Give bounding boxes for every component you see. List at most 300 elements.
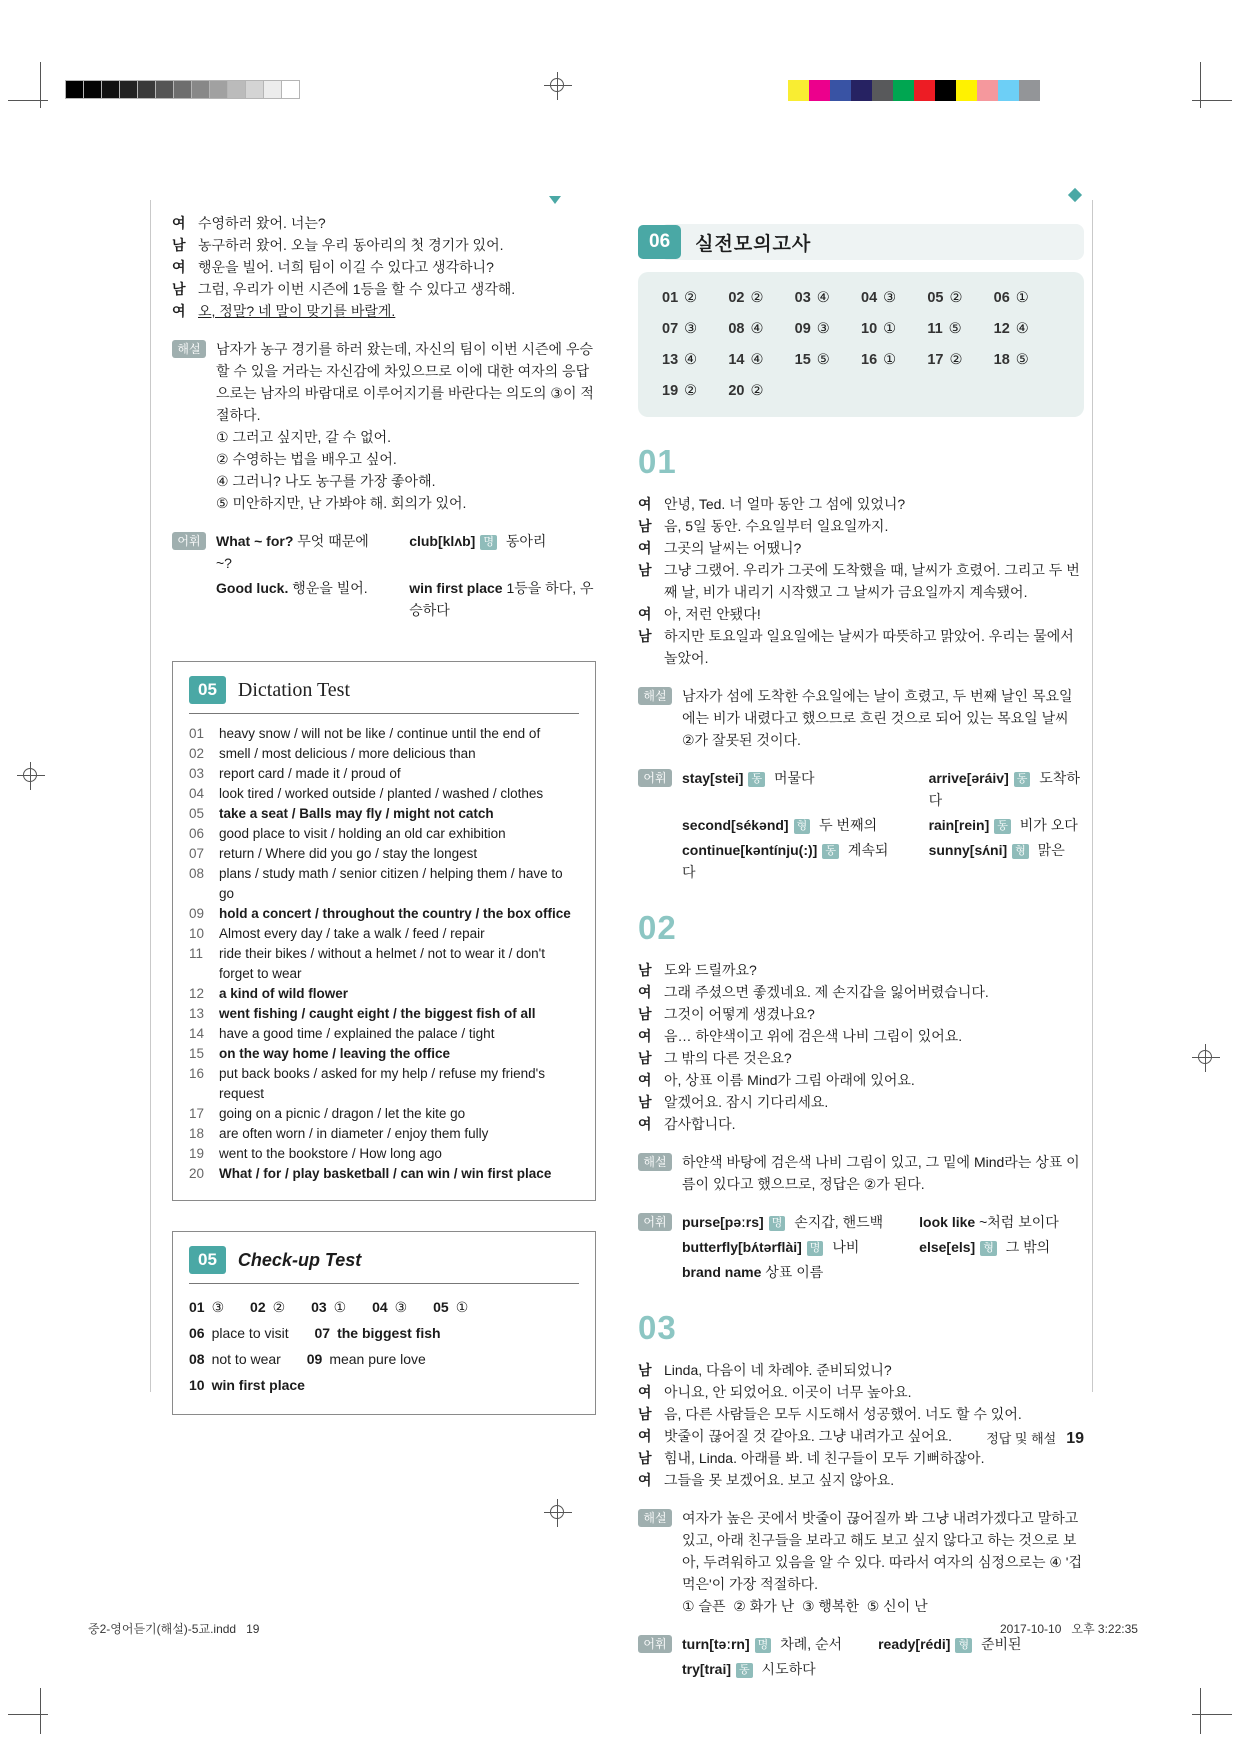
vocab-entry xyxy=(929,814,1084,836)
gray-swatch xyxy=(137,80,156,99)
vocab-meaning: 차례, 순서 xyxy=(780,1636,843,1652)
left-column xyxy=(172,212,596,1415)
vocab-meaning: 상표 이름 xyxy=(765,1264,824,1280)
question-section-01 xyxy=(638,443,1084,883)
question-number: 13 xyxy=(662,352,679,368)
dictation-item xyxy=(189,724,579,744)
right-column xyxy=(638,222,1084,1680)
dictation-item xyxy=(189,924,579,944)
vocab-grid xyxy=(216,530,596,621)
gray-swatch xyxy=(119,80,138,99)
dialogue-text: 음, 5일 동안. 수요일부터 일요일까지. xyxy=(664,518,889,534)
speaker-label: 여 xyxy=(638,496,652,512)
dialogue-line xyxy=(638,1047,1084,1069)
answer-value: ③ xyxy=(211,1299,225,1315)
dialogue-line xyxy=(638,959,1084,981)
dialogue-line xyxy=(638,1359,1084,1381)
answer-cell xyxy=(728,290,794,306)
vocab-meaning: 무엇 때문에 ~? xyxy=(216,533,369,571)
dialogue-text: 힘내, Linda. 아래를 봐. 네 친구들이 모두 기뻐하잖아. xyxy=(664,1450,985,1466)
question-number: 06 xyxy=(189,1325,205,1341)
vocab-entry xyxy=(682,1658,842,1680)
item-number: 07 xyxy=(189,846,205,861)
item-text: return / Where did you go / stay the longest xyxy=(219,846,478,861)
vocab-entry xyxy=(682,1633,842,1655)
dialogue-text-answer: 오, 정말? 네 말이 맞기를 바랄게. xyxy=(198,303,396,319)
answer-choice: ④ xyxy=(684,352,698,368)
dialogue-line xyxy=(638,1003,1084,1025)
answer-choice: ④ xyxy=(1015,321,1029,337)
imprint-timestamp: 2017-10-10 오후 3:22:35 xyxy=(1000,1622,1138,1636)
vocab-meaning: 1등을 하다, 우승하다 xyxy=(409,580,594,618)
dialogue-text: 그냥 그랬어. 우리가 그곳에 도착했을 때, 날씨가 흐렸어. 그리고 두 번째 날, 비가 내리기 시작했고 그 날씨가 금요일까지 계속됐어. xyxy=(664,562,1080,600)
gray-swatch xyxy=(209,80,228,99)
checkup-answer xyxy=(189,1377,305,1393)
answer-value: the biggest fish xyxy=(337,1325,441,1341)
color-swatch xyxy=(893,80,914,101)
dictation-item xyxy=(189,904,579,924)
option-line: ② 수영하는 법을 배우고 싶어. xyxy=(216,451,397,467)
dialogue-line xyxy=(638,981,1084,1003)
vocab-term: ready[rédi] xyxy=(878,1636,951,1652)
vocab-term: look like xyxy=(919,1214,976,1230)
dictation-item xyxy=(189,1144,579,1164)
answer-cell xyxy=(861,321,927,337)
item-number: 08 xyxy=(189,866,205,881)
dialogue-line xyxy=(172,300,596,322)
color-swatch xyxy=(809,80,830,101)
dialogue-text: 그곳의 날씨는 어땠니? xyxy=(664,540,802,556)
answer-cell xyxy=(662,321,728,337)
vocab-meaning: 손지갑, 핸드백 xyxy=(794,1214,884,1230)
item-number: 04 xyxy=(189,786,205,801)
vocab-meaning: 머물다 xyxy=(774,770,815,786)
item-text: report card / made it / proud of xyxy=(219,766,401,781)
dialogue-line xyxy=(638,1025,1084,1047)
vocab-term: stay[stei] xyxy=(682,770,744,786)
dialogue-text: 그것이 어떻게 생겼나요? xyxy=(664,1006,815,1022)
content-border-left xyxy=(150,200,151,1392)
item-text: look tired / worked outside / planted / washed / clothes xyxy=(219,786,544,801)
registration-mark-top xyxy=(544,72,572,100)
dialogue-text: 도와 드릴까요? xyxy=(664,962,757,978)
gray-swatch xyxy=(173,80,192,99)
section-number: 03 xyxy=(638,1309,677,1346)
dictation-item xyxy=(189,984,579,1004)
vocab-meaning: ~처럼 보이다 xyxy=(979,1214,1059,1230)
dialogue-block xyxy=(172,212,596,322)
section-number-chip: 05 xyxy=(189,1246,226,1274)
eohwi-badge: 어휘 xyxy=(638,769,672,787)
question-number: 18 xyxy=(993,352,1010,368)
item-number: 02 xyxy=(189,746,205,761)
crop-mark xyxy=(1200,62,1201,108)
checkup-answer xyxy=(433,1299,468,1315)
gray-swatch xyxy=(155,80,174,99)
answer-cell xyxy=(662,290,728,306)
answer-cell xyxy=(994,352,1060,368)
item-number: 01 xyxy=(189,726,205,741)
question-number: 04 xyxy=(372,1299,388,1315)
checkup-answer xyxy=(250,1299,285,1315)
dialogue-text: 안녕, Ted. 너 얼마 동안 그 섬에 있었니? xyxy=(664,496,906,512)
mock-test-header xyxy=(638,222,1084,262)
part-of-speech-badge: 동 xyxy=(1014,772,1031,787)
vocab-meaning: 계속되다 xyxy=(682,842,889,880)
speaker-label: 여 xyxy=(638,1028,652,1044)
item-text: put back books / asked for my help / refuse my friend's request xyxy=(219,1066,545,1101)
vocab-term: Good luck. xyxy=(216,580,289,596)
color-calibration-bar xyxy=(788,80,1040,101)
question-number: 11 xyxy=(927,321,943,337)
dictation-item xyxy=(189,1024,579,1044)
question-number: 06 xyxy=(993,290,1010,306)
vocab-entry xyxy=(682,767,893,811)
part-of-speech-badge: 동 xyxy=(822,844,839,859)
dialogue-text: 그 밖의 다른 것은요? xyxy=(664,1050,792,1066)
speaker-label: 여 xyxy=(638,1072,652,1088)
gray-swatch xyxy=(281,80,300,99)
answer-value: win first place xyxy=(211,1377,305,1393)
footer-label: 정답 및 해설 xyxy=(986,1431,1057,1446)
vocab-meaning: 시도하다 xyxy=(761,1661,816,1677)
answer-choice: ④ xyxy=(750,352,764,368)
answer-choice: ③ xyxy=(816,321,830,337)
part-of-speech-badge: 명 xyxy=(807,1241,824,1256)
item-text: have a good time / explained the palace / tight xyxy=(219,1026,495,1041)
section-number-chip: 05 xyxy=(189,676,226,704)
item-text: What / for / play basketball / can win / win first place xyxy=(219,1166,552,1181)
item-number: 11 xyxy=(189,946,204,961)
dialogue-line xyxy=(172,278,596,300)
speaker-label: 남 xyxy=(638,1006,652,1022)
item-number: 15 xyxy=(189,1046,205,1061)
dictation-item xyxy=(189,764,579,784)
content-corner-diamond-marker xyxy=(1068,188,1082,202)
explanation-text: 하얀색 바탕에 검은색 나비 그림이 있고, 그 밑에 Mind라는 상표 이름이 있다고 했으므로, 정답은 ②가 된다. xyxy=(682,1154,1080,1192)
part-of-speech-badge: 동 xyxy=(748,772,765,787)
vocab-entry xyxy=(409,577,596,621)
color-swatch xyxy=(935,80,956,101)
content-border-right xyxy=(1092,200,1093,1392)
registration-mark-left xyxy=(17,762,45,790)
dialogue-text: 하지만 토요일과 일요일에는 날씨가 따뜻하고 맑았어. 우리는 물에서 놀았어. xyxy=(664,628,1074,666)
vocab-meaning: 준비된 xyxy=(980,1636,1022,1652)
part-of-speech-badge: 형 xyxy=(794,819,811,834)
question-section-02 xyxy=(638,909,1084,1283)
vocab-term: purse[pəːrs] xyxy=(682,1214,764,1230)
checkup-answer xyxy=(189,1325,289,1341)
explanation-text: 남자가 농구 경기를 하러 왔는데, 자신의 팀이 이번 시즌에 우승할 수 있을 거라는 자신감에 차있으므로 이에 대한 여자의 응답으로는 남자의 바람대로 이루어지기를 바란다는 의도의 ③이 적절하다. xyxy=(216,341,594,423)
dictation-test-header xyxy=(189,676,579,714)
item-number: 03 xyxy=(189,766,205,781)
explanation-text: 여자가 높은 곳에서 밧줄이 끊어질까 봐 그냥 내려가겠다고 말하고 있고, 아래 친구들을 보라고 해도 보고 싶지 않다고 하는 것으로 보아, 두려워하고 있음을 알 수 있다. 따라서 여자의 심정으로는 ④ '겁먹은'이 가장 적절하다. xyxy=(682,1510,1082,1592)
vocab-term: win first place xyxy=(409,580,503,596)
option-line: ① 슬픈 ② 화가 난 ③ 행복한 ⑤ 신이 난 xyxy=(682,1598,928,1614)
dialogue-line xyxy=(172,234,596,256)
dictation-item xyxy=(189,1064,579,1104)
answer-choice: ⑤ xyxy=(816,352,830,368)
speaker-label: 여 xyxy=(172,259,186,275)
question-number: 04 xyxy=(861,290,878,306)
question-number: 03 xyxy=(794,290,811,306)
gray-swatch xyxy=(101,80,120,99)
item-number: 12 xyxy=(189,986,205,1001)
answer-choice: ① xyxy=(1015,290,1029,306)
answer-cell xyxy=(927,321,993,337)
registration-mark-right xyxy=(1192,1044,1220,1072)
dialogue-text: 아, 저런 안됐다! xyxy=(664,606,761,622)
eohwi-badge: 어휘 xyxy=(172,532,206,550)
vocabulary-block xyxy=(638,767,1084,883)
item-number: 10 xyxy=(189,926,205,941)
vocab-grid xyxy=(682,767,1084,883)
checkup-answer xyxy=(307,1351,426,1367)
answer-value: ① xyxy=(455,1299,469,1315)
dialogue-line xyxy=(638,493,1084,515)
dictation-item xyxy=(189,1104,579,1124)
answer-cell xyxy=(728,352,794,368)
question-number: 05 xyxy=(433,1299,449,1315)
vocab-term: else[els] xyxy=(919,1239,976,1255)
answer-cell xyxy=(795,352,861,368)
dictation-item xyxy=(189,744,579,764)
answer-choice: ② xyxy=(949,352,963,368)
question-number: 20 xyxy=(728,383,745,399)
item-text: ride their bikes / without a helmet / not to wear it / don't forget to wear xyxy=(219,946,545,981)
vocab-entry xyxy=(919,1236,1059,1258)
speaker-label: 남 xyxy=(638,1050,652,1066)
dialogue-text: 알겠어요. 잠시 기다리세요. xyxy=(664,1094,829,1110)
imprint-filename: 중2-영어듣기(해설)-5교.indd 19 xyxy=(88,1622,260,1636)
vocab-meaning: 도착하다 xyxy=(928,770,1080,808)
question-number: 02 xyxy=(728,290,745,306)
page-footer xyxy=(638,1428,1084,1448)
speaker-label: 여 xyxy=(638,540,652,556)
item-text: heavy snow / will not be like / continue until the end of xyxy=(219,726,541,741)
speaker-label: 남 xyxy=(638,1406,652,1422)
crop-mark xyxy=(1200,1688,1201,1734)
item-number: 19 xyxy=(189,1146,205,1161)
answer-grid xyxy=(638,272,1084,417)
question-number: 01 xyxy=(662,290,679,306)
vocab-term: sunny[sʌ́ni] xyxy=(928,842,1008,858)
dictation-item xyxy=(189,944,579,984)
dialogue-line xyxy=(172,256,596,278)
question-number: 15 xyxy=(794,352,811,368)
answer-value: place to visit xyxy=(211,1325,289,1341)
dialogue-line xyxy=(638,515,1084,537)
answer-cell xyxy=(795,290,861,306)
speaker-label: 남 xyxy=(638,1450,652,1466)
item-text: going on a picnic / dragon / let the kite go xyxy=(219,1106,466,1121)
question-number: 05 xyxy=(927,290,944,306)
answer-choice: ① xyxy=(883,321,897,337)
dialogue-line xyxy=(638,1381,1084,1403)
crop-mark xyxy=(40,62,41,108)
answer-cell xyxy=(728,321,794,337)
speaker-label: 남 xyxy=(638,562,652,578)
color-swatch xyxy=(914,80,935,101)
part-of-speech-badge: 동 xyxy=(736,1663,753,1678)
gray-swatch xyxy=(245,80,264,99)
vocab-term: try[trai] xyxy=(682,1661,732,1677)
color-swatch xyxy=(998,80,1019,101)
item-text: plans / study math / senior citizen / helping them / have to go xyxy=(219,866,563,901)
dialogue-line xyxy=(638,559,1084,603)
item-number: 09 xyxy=(189,906,205,921)
vocab-term: What ~ for? xyxy=(216,533,294,549)
checkup-answer xyxy=(189,1351,281,1367)
explanation-block xyxy=(638,685,1084,751)
vocab-entry xyxy=(216,530,373,574)
vocabulary-block xyxy=(638,1211,1084,1283)
answer-choice: ② xyxy=(949,290,963,306)
vocab-entry xyxy=(929,839,1084,883)
color-swatch xyxy=(956,80,977,101)
dialogue-line xyxy=(638,603,1084,625)
explanation-text: 남자가 섬에 도착한 수요일에는 날이 흐렸고, 두 번째 날인 목요일에는 비가 내렸다고 했으므로 흐린 것으로 되어 있는 목요일 날씨 ②가 잘못된 것이다. xyxy=(682,688,1073,748)
item-number: 16 xyxy=(189,1066,205,1081)
answer-value: ② xyxy=(272,1299,286,1315)
part-of-speech-badge: 형 xyxy=(1012,844,1029,859)
item-text: on the way home / leaving the office xyxy=(219,1046,451,1061)
item-text: went fishing / caught eight / the biggest fish of all xyxy=(219,1006,536,1021)
gray-swatch xyxy=(65,80,84,99)
answer-cell xyxy=(861,290,927,306)
checkup-answers xyxy=(189,1294,579,1398)
answer-choice: ① xyxy=(883,352,897,368)
dialogue-text: 그들을 못 보겠어요. 보고 싶지 않아요. xyxy=(664,1472,895,1488)
dialogue-text: 그럼, 우리가 이번 시즌에 1등을 할 수 있다고 생각해. xyxy=(198,281,516,297)
page-number: 19 xyxy=(1066,1430,1084,1447)
dictation-item xyxy=(189,844,579,864)
question-number: 10 xyxy=(861,321,878,337)
vocab-meaning: 비가 오다 xyxy=(1019,817,1078,833)
vocab-meaning: 맑은 xyxy=(1037,842,1065,858)
crop-mark xyxy=(8,1714,48,1715)
option-line: ④ 그러니? 나도 농구를 가장 좋아해. xyxy=(216,473,436,489)
item-text: smell / most delicious / more delicious than xyxy=(219,746,476,761)
vocabulary-block xyxy=(638,1633,1084,1680)
question-number: 08 xyxy=(728,321,745,337)
item-text: take a seat / Balls may fly / might not catch xyxy=(219,806,494,821)
vocab-meaning: 그 밖의 xyxy=(1005,1239,1051,1255)
item-text: Almost every day / take a walk / feed / repair xyxy=(219,926,485,941)
gray-swatch xyxy=(227,80,246,99)
dialogue-line xyxy=(638,1069,1084,1091)
dialogue-line xyxy=(638,625,1084,669)
speaker-label: 남 xyxy=(172,237,186,253)
vocab-entry xyxy=(216,577,373,621)
vocab-entry xyxy=(929,767,1084,811)
answer-cell xyxy=(927,290,993,306)
vocab-term: club[klʌb] xyxy=(409,533,476,549)
content-top-triangle-marker xyxy=(549,196,561,204)
part-of-speech-badge: 명 xyxy=(769,1216,786,1231)
part-of-speech-badge: 명 xyxy=(480,535,497,550)
mock-test-title: 실전모의고사 xyxy=(695,233,812,255)
dialogue-text: 농구하러 왔어. 오늘 우리 동아리의 첫 경기가 있어. xyxy=(198,237,504,253)
color-swatch xyxy=(788,80,809,101)
explanation-block xyxy=(638,1507,1084,1617)
dictation-item xyxy=(189,804,579,824)
mock-test-box xyxy=(638,222,1084,417)
answer-value: mean pure love xyxy=(329,1351,426,1367)
answer-cell xyxy=(795,321,861,337)
dialogue-text: 밧줄이 끊어질 것 같아요. 그냥 내려가고 싶어요. xyxy=(664,1428,953,1444)
checkup-answer xyxy=(315,1325,441,1341)
crop-mark xyxy=(1192,1714,1232,1715)
vocab-meaning: 나비 xyxy=(832,1239,860,1255)
speaker-label: 여 xyxy=(638,1472,652,1488)
question-number: 14 xyxy=(728,352,745,368)
answer-cell xyxy=(994,321,1060,337)
explanation-block xyxy=(172,338,596,514)
color-swatch xyxy=(830,80,851,101)
dialogue-line xyxy=(638,1091,1084,1113)
vocab-entry xyxy=(919,1211,1059,1233)
speaker-label: 여 xyxy=(172,303,186,319)
haeseol-badge: 해설 xyxy=(638,1509,672,1527)
speaker-label: 여 xyxy=(638,606,652,622)
speaker-label: 여 xyxy=(638,984,652,1000)
checkup-test-header xyxy=(189,1246,579,1284)
answer-choice: ② xyxy=(684,290,698,306)
vocab-entry xyxy=(682,839,893,883)
dialogue-text: 그래 주셨으면 좋겠네요. 제 손지갑을 잃어버렸습니다. xyxy=(664,984,989,1000)
dictation-item xyxy=(189,1004,579,1024)
answer-choice: ② xyxy=(750,290,764,306)
answer-choice: ⑤ xyxy=(948,321,962,337)
speaker-label: 여 xyxy=(638,1384,652,1400)
color-swatch xyxy=(851,80,872,101)
grayscale-calibration-bar xyxy=(66,80,300,99)
vocab-term: second[sékənd] xyxy=(682,817,789,833)
dialogue-text: 아니요, 안 되었어요. 이곳이 너무 높아요. xyxy=(664,1384,912,1400)
dialogue-line xyxy=(172,212,596,234)
item-number: 13 xyxy=(189,1006,205,1021)
haeseol-badge: 해설 xyxy=(638,687,672,705)
crop-mark xyxy=(8,100,48,101)
option-line: ⑤ 미안하지만, 난 가봐야 해. 회의가 있어. xyxy=(216,495,467,511)
answer-choice: ③ xyxy=(883,290,897,306)
checkup-test-title: Check-up Test xyxy=(237,1249,362,1270)
question-number: 09 xyxy=(306,1351,323,1367)
vocabulary-block xyxy=(172,530,596,621)
speaker-label: 남 xyxy=(638,962,652,978)
answer-cell xyxy=(662,383,728,399)
answer-cell xyxy=(662,352,728,368)
question-number: 10 xyxy=(189,1377,205,1393)
crop-mark xyxy=(1192,100,1232,101)
question-number: 07 xyxy=(662,321,679,337)
dialogue-text: 아, 상표 이름 Mind가 그림 아래에 있어요. xyxy=(664,1072,915,1088)
section-number: 02 xyxy=(638,909,677,946)
vocab-grid xyxy=(682,1211,1084,1283)
dictation-item xyxy=(189,1124,579,1144)
gray-swatch xyxy=(83,80,102,99)
question-number: 01 xyxy=(189,1299,205,1315)
dictation-item xyxy=(189,784,579,804)
item-number: 20 xyxy=(189,1166,205,1181)
explanation-block xyxy=(638,1151,1084,1195)
dialogue-text: 수영하러 왔어. 너는? xyxy=(198,215,326,231)
answer-cell xyxy=(994,290,1060,306)
item-text: good place to visit / holding an old car exhibition xyxy=(219,826,506,841)
item-number: 06 xyxy=(189,826,205,841)
section-number-chip: 06 xyxy=(638,225,681,259)
